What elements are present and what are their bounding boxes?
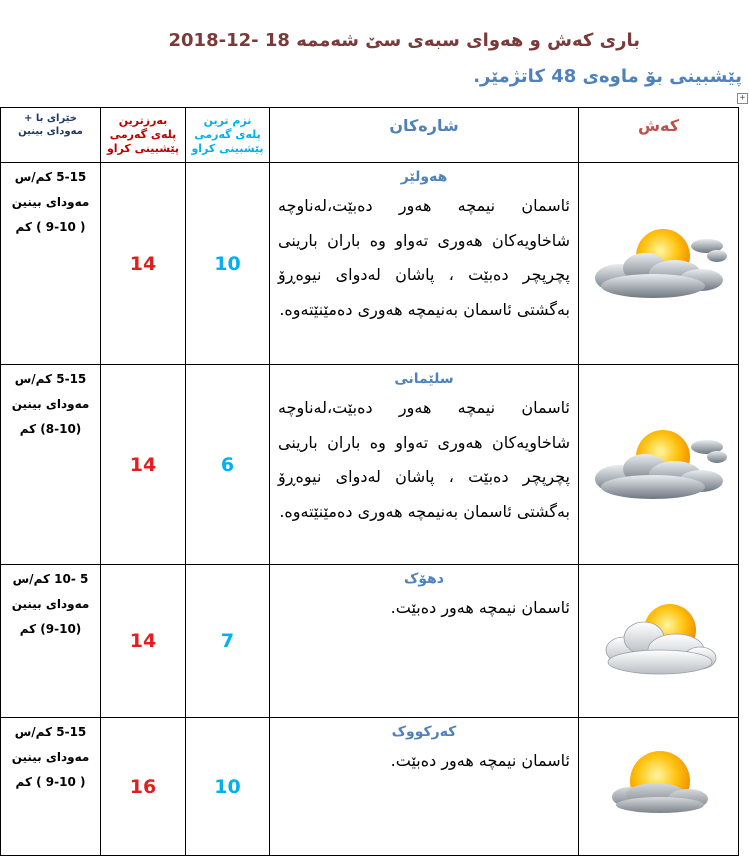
forecast-table <box>0 107 739 856</box>
max-temp: 14 <box>101 365 186 565</box>
visibility-label: مەودای بینین <box>11 195 90 209</box>
visibility-range: ( 9-10 ) کم <box>15 775 86 789</box>
city-cell <box>270 718 579 856</box>
page-title: باری کەش و هەوای سبەی سێ شەممە 18 -12-2018 <box>168 30 640 51</box>
min-temp: 10 <box>186 718 270 856</box>
visibility-range: ( 9-10 ) کم <box>15 220 86 234</box>
header-min-temp-line2: پلەی گەرمی <box>194 128 261 141</box>
wind-speed: 5 -10 کم/س <box>12 572 89 586</box>
header-wind-visibility <box>1 108 101 163</box>
forecast-description: ئاسمان نیمچە هەور دەبێت. <box>390 751 570 770</box>
forecast-description: ئاسمان نیمچە هەور دەبێت،لەناوچە شاخاویەکان هەوری تەواو وە باران بارینی پچرپچر دەبێت ، پاشان لەدوای نیوەڕۆ بەگشتی ئاسمان بەنیمچە هەوری دەمێنێتەوە. <box>278 398 570 521</box>
max-temp: 16 <box>101 718 186 856</box>
header-min-temp-line1: نزم ترین <box>203 114 252 127</box>
city-name: هەولێر <box>400 169 448 185</box>
visibility-label: مەودای بینین <box>11 750 90 764</box>
header-wind-line1: خێرای با + <box>24 113 77 124</box>
max-temp: 14 <box>101 163 186 365</box>
sun-behind-white-cloud-icon <box>594 594 724 684</box>
header-max-temp-line2: پلەی گەرمی <box>109 128 177 141</box>
city-name: سلێمانی <box>394 371 454 387</box>
weather-icon-cell <box>579 718 739 856</box>
table-row <box>1 365 739 565</box>
visibility-range: (9-10) کم <box>19 622 82 636</box>
forecast-description: ئاسمان نیمچە هەور دەبێت. <box>390 598 570 617</box>
table-row <box>1 718 739 856</box>
page-subtitle: پێشبینی بۆ ماوەی 48 کاتژمێر. <box>473 66 742 87</box>
sun-behind-dark-clouds-icon <box>589 212 729 312</box>
header-max-temp-line1: بەرزترین <box>118 114 168 127</box>
wind-visibility <box>1 365 101 565</box>
header-max-temp <box>101 108 186 163</box>
header-cities: شارەکان <box>270 108 579 163</box>
city-name: دهۆک <box>403 571 444 587</box>
max-temp: 14 <box>101 565 186 718</box>
wind-visibility <box>1 565 101 718</box>
table-row <box>1 163 739 365</box>
table-row <box>1 565 739 718</box>
table-move-handle[interactable]: + <box>737 93 748 104</box>
header-max-temp-line3: پێشبینی کراو <box>106 142 180 155</box>
min-temp: 6 <box>186 365 270 565</box>
city-cell <box>270 365 579 565</box>
min-temp: 7 <box>186 565 270 718</box>
weather-icon-cell <box>579 565 739 718</box>
city-cell <box>270 565 579 718</box>
header-min-temp <box>186 108 270 163</box>
visibility-label: مەودای بینین <box>11 597 90 611</box>
city-name: کەرکووک <box>391 724 457 740</box>
weather-icon-cell <box>579 163 739 365</box>
wind-speed: 5-15 کم/س <box>14 170 87 184</box>
city-cell <box>270 163 579 365</box>
visibility-label: مەودای بینین <box>11 397 90 411</box>
wind-speed: 5-15 کم/س <box>14 725 87 739</box>
header-wind-line2: مەودای بینین <box>18 126 83 137</box>
forecast-description: ئاسمان نیمچە هەور دەبێت،لەناوچە شاخاویەکان هەوری تەواو وە باران بارینی پچرپچر دەبێت ، پاشان لەدوای نیوەڕۆ بەگشتی ئاسمان بەنیمچە هەوری دەمێنێتەوە. <box>278 196 570 319</box>
sun-behind-grey-cloud-icon <box>586 735 732 835</box>
weather-icon-cell <box>579 365 739 565</box>
header-weather: کەش <box>579 108 739 163</box>
sun-behind-dark-clouds-icon <box>589 413 729 513</box>
table-header-row <box>1 108 739 163</box>
min-temp: 10 <box>186 163 270 365</box>
wind-visibility <box>1 163 101 365</box>
wind-speed: 5-15 کم/س <box>14 372 87 386</box>
visibility-range: (8-10) کم <box>19 422 82 436</box>
wind-visibility <box>1 718 101 856</box>
header-min-temp-line3: پێشبینی کراو <box>191 142 264 155</box>
